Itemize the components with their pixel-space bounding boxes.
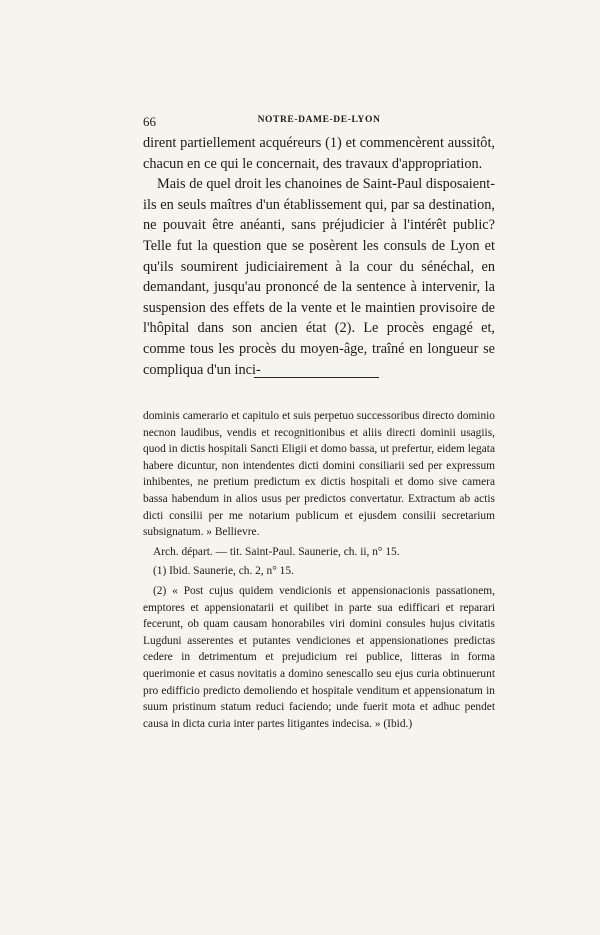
footnote-divider — [254, 377, 379, 378]
footnote-source: Arch. départ. — tit. Saint-Paul. Saunerie, ch. ii, n° 15. — [153, 545, 400, 558]
page-header — [143, 114, 495, 130]
footnote-1: (1) Ibid. Saunerie, ch. 2, n° 15. — [153, 565, 294, 578]
body-text — [143, 133, 495, 380]
body-paragraph-continued: dirent partiellement acquéreurs (1) et commencèrent aussitôt, chacun en ce qui le concernait, des travaux d'appropriation. — [143, 135, 495, 172]
footnotes — [143, 408, 495, 732]
footnote-2: (2) « Post cujus quidem vendicionis et appensionacionis passationem, emptores et appensionatarii et quilibet in parte sua edifficari et reparari fecerunt, ob quam causam honorabiles viri domini consules hujus civitatis Lugduni asserentes et putantes vendiciones et appensionationes predictas cedere in detrimentum et prejudicium rei publice, litteras in forma querimonie et casus novitatis a domino senescallo seu ejus curia obtinuerunt pro edifficio predicto demoliendo et hospitale venditum et appensionatum in suum pristinum statum reduci faciendo; unde fuerit mota et adhuc pendet causa in dicta curia inter partes litigantes indecisa. » (Ibid.) — [143, 584, 495, 730]
body-paragraph: Mais de quel droit les chanoines de Saint-Paul disposaient-ils en seuls maîtres d'un établissement qui, par sa destination, ne pouvait être anéanti, sans préjudicier à l'intérêt public? Telle fut la question que se posèrent les consuls de Lyon et qu'ils soumirent judiciairement à la cour du sénéchal, en demandant, jusqu'au prononcé de la sentence à intervenir, la suspension des effets de la vente et le maintien provisoire de l'hôpital dans son ancien état (2). Le procès engagé et, comme tous les procès du moyen-âge, traîné en longueur se compliqua d'un inci- — [143, 176, 495, 378]
footnote-continuation: dominis camerario et capitulo et suis perpetuo successoribus directo dominio necnon laudibus, vendis et recognitionibus et aliis directi dominii usagiis, quod in dictis hospitali Sancti Eligii et domo bassa, ut prefertur, eidem legata habere dicuntur, non intendentes dicti domini consiliarii sed per expressum inhibentes, ne pretium predictum ex dictis hospitali et domo sive camera bassa habendum in alios usus per predictos convertatur. Extractum ab actis dicti consilii per me notarium publicum et ejusdem consilii secretarium subsignatum. » Bellievre. — [143, 410, 495, 539]
page-number: 66 — [143, 114, 156, 129]
running-title: NOTRE-DAME-DE-LYON — [257, 115, 381, 125]
